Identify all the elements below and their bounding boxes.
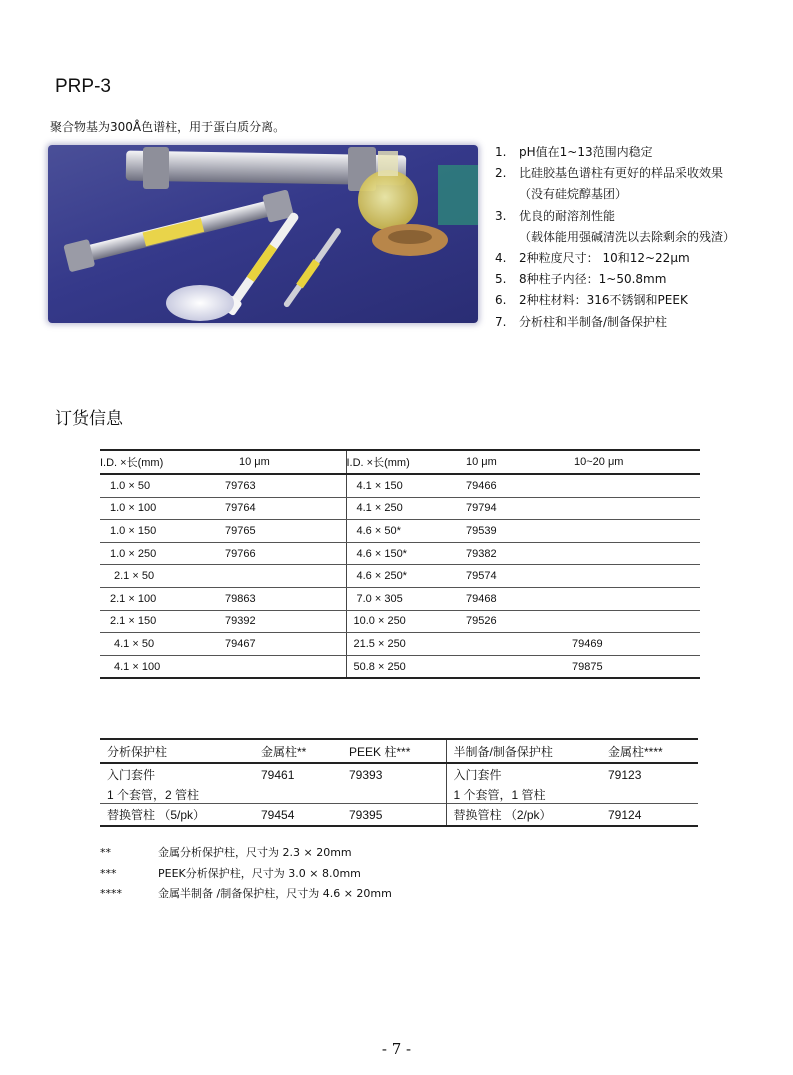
- table-cell: 4.1 × 250: [346, 497, 464, 520]
- table-cell: 1.0 × 100: [100, 497, 225, 520]
- table-cell: 1.0 × 150: [100, 520, 225, 543]
- table-row: [100, 542, 700, 565]
- feature-item: 5. 8种柱子内径：1~50.8mm: [495, 272, 667, 287]
- table-row: [100, 655, 700, 678]
- feature-item: 4. 2种粒度尺寸： 10和12~22μm: [495, 251, 690, 266]
- table-cell: 10.0 × 250: [346, 610, 464, 633]
- table-cell: 21.5 × 250: [346, 633, 464, 656]
- table-cell: [572, 587, 700, 610]
- feature-list: [495, 142, 735, 333]
- table-cell: 79382: [464, 542, 572, 565]
- table-cell: 79794: [464, 497, 572, 520]
- table-row: [100, 520, 700, 543]
- table-cell: 79766: [225, 542, 346, 565]
- page-number: - 7 -: [381, 1040, 412, 1058]
- table-row: [100, 610, 700, 633]
- feature-item: 6. 2种柱材料：316不锈钢和PEEK: [495, 293, 688, 308]
- table-cell: [572, 542, 700, 565]
- table-cell: 79763: [225, 474, 346, 497]
- table-cell: 79764: [225, 497, 346, 520]
- table-cell: [572, 520, 700, 543]
- feature-item: 1. pH值在1~13范围内稳定: [495, 145, 653, 159]
- feature-item: 7. 分析柱和半制备/制备保护柱: [495, 314, 668, 329]
- table-cell: [572, 474, 700, 497]
- table-row: [100, 474, 700, 497]
- table-cell: 79539: [464, 520, 572, 543]
- table-cell: 7.0 × 305: [346, 587, 464, 610]
- table-cell: 4.6 × 150*: [346, 542, 464, 565]
- table-cell: [464, 633, 572, 656]
- table-cell: [225, 565, 346, 588]
- table-cell: 4.6 × 50*: [346, 520, 464, 543]
- footnote: *** PEEK分析保护柱，尺寸为 3.0 × 8.0mm: [100, 866, 361, 880]
- table-row: [100, 633, 700, 656]
- table-cell: 4.6 × 250*: [346, 565, 464, 588]
- table-cell: [225, 655, 346, 678]
- table-cell: 2.1 × 150: [100, 610, 225, 633]
- table-cell: 79863: [225, 587, 346, 610]
- product-title: PRP-3: [55, 76, 111, 97]
- table-row: [100, 587, 700, 610]
- table-row: 1 个套管，2 管柱 1 个套管，1 管柱: [100, 785, 698, 804]
- footnote: **** 金属半制备 /制备保护柱，尺寸为 4.6 × 20mm: [100, 887, 392, 900]
- table-cell: 79468: [464, 587, 572, 610]
- table-row: 入门套件 79461 79393 入门套件 79123: [100, 763, 698, 785]
- table-cell: 2.1 × 100: [100, 587, 225, 610]
- table-cell: 4.1 × 100: [100, 655, 225, 678]
- table-cell: [572, 497, 700, 520]
- columns-table: [100, 449, 700, 679]
- table-cell: 2.1 × 50: [100, 565, 225, 588]
- table-cell: [572, 565, 700, 588]
- table-header-row: I.D. ×长(mm) 10 μm I.D. ×长(mm) 10 μm 10~20 μm: [100, 450, 700, 474]
- table-cell: 4.1 × 150: [346, 474, 464, 497]
- table-cell: 1.0 × 50: [100, 474, 225, 497]
- table-cell: [464, 655, 572, 678]
- table-cell: 79469: [572, 633, 700, 656]
- table-cell: 79526: [464, 610, 572, 633]
- feature-item: 2. 比硅胶基色谱柱有更好的样品采收效果: [495, 166, 724, 181]
- feature-item: （载体能用强碱清洗以去除剩余的残渣）: [519, 229, 736, 244]
- table-cell: 79392: [225, 610, 346, 633]
- table-cell: 79467: [225, 633, 346, 656]
- table-row: [100, 565, 700, 588]
- table-row: [100, 497, 700, 520]
- table-cell: 79466: [464, 474, 572, 497]
- product-photo: [48, 145, 478, 323]
- table-cell: 1.0 × 250: [100, 542, 225, 565]
- table-cell: 79765: [225, 520, 346, 543]
- table-cell: 4.1 × 50: [100, 633, 225, 656]
- table-row: 替换管柱 （5/pk） 79454 79395 替换管柱 （2/pk） 79124: [100, 804, 698, 827]
- footnote: ** 金属分析保护柱，尺寸为 2.3 × 20mm: [100, 846, 352, 859]
- footnotes: [100, 843, 392, 905]
- table-cell: 50.8 × 250: [346, 655, 464, 678]
- table-cell: 79574: [464, 565, 572, 588]
- guard-columns-table: [100, 738, 698, 827]
- ordering-title: 订货信息: [55, 409, 123, 429]
- feature-item: （没有硅烷醇基团）: [519, 187, 628, 202]
- table-cell: [572, 610, 700, 633]
- feature-item: 3. 优良的耐溶剂性能: [495, 208, 616, 223]
- product-subtitle: 聚合物基为300Å色谱柱，用于蛋白质分离。: [50, 120, 286, 134]
- table-cell: 79875: [572, 655, 700, 678]
- table-header-row: 分析保护柱 金属柱** PEEK 柱*** 半制备/制备保护柱 金属柱****: [100, 739, 698, 763]
